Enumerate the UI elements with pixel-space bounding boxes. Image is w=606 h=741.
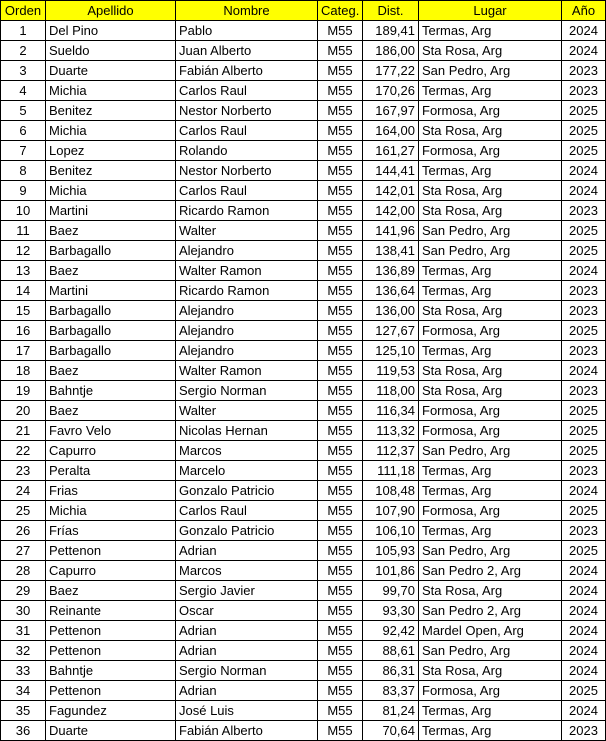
- anio-cell: 2023: [562, 521, 606, 541]
- dist-cell: 93,30: [363, 601, 419, 621]
- orden-cell: 18: [1, 361, 46, 381]
- anio-cell: 2025: [562, 101, 606, 121]
- anio-cell: 2025: [562, 421, 606, 441]
- categ-cell: M55: [318, 521, 363, 541]
- orden-cell: 27: [1, 541, 46, 561]
- nombre-cell: Carlos Raul: [176, 121, 318, 141]
- categ-cell: M55: [318, 401, 363, 421]
- nombre-cell: Sergio Javier: [176, 581, 318, 601]
- lugar-cell: Sta Rosa, Arg: [419, 361, 562, 381]
- lugar-cell: Formosa, Arg: [419, 681, 562, 701]
- lugar-cell: Termas, Arg: [419, 701, 562, 721]
- apellido-cell: Bahntje: [46, 661, 176, 681]
- table-row: [1, 281, 606, 301]
- header-row: [1, 1, 606, 21]
- orden-cell: 29: [1, 581, 46, 601]
- anio-cell: 2024: [562, 181, 606, 201]
- orden-cell: 26: [1, 521, 46, 541]
- lugar-cell: San Pedro 2, Arg: [419, 561, 562, 581]
- lugar-cell: Termas, Arg: [419, 721, 562, 741]
- dist-cell: 101,86: [363, 561, 419, 581]
- table-row: [1, 321, 606, 341]
- lugar-cell: Termas, Arg: [419, 81, 562, 101]
- header-nombre: Nombre: [176, 1, 318, 21]
- apellido-cell: Barbagallo: [46, 321, 176, 341]
- apellido-cell: Frias: [46, 481, 176, 501]
- dist-cell: 105,93: [363, 541, 419, 561]
- header-dist: Dist.: [363, 1, 419, 21]
- header-orden: Orden: [1, 1, 46, 21]
- table-row: [1, 701, 606, 721]
- categ-cell: M55: [318, 281, 363, 301]
- categ-cell: M55: [318, 481, 363, 501]
- apellido-cell: Capurro: [46, 561, 176, 581]
- categ-cell: M55: [318, 461, 363, 481]
- apellido-cell: Pettenon: [46, 681, 176, 701]
- nombre-cell: Alejandro: [176, 301, 318, 321]
- table-row: [1, 441, 606, 461]
- dist-cell: 125,10: [363, 341, 419, 361]
- table-row: [1, 641, 606, 661]
- nombre-cell: Ricardo Ramon: [176, 281, 318, 301]
- apellido-cell: Baez: [46, 261, 176, 281]
- table-row: [1, 101, 606, 121]
- anio-cell: 2025: [562, 121, 606, 141]
- dist-cell: 189,41: [363, 21, 419, 41]
- orden-cell: 25: [1, 501, 46, 521]
- nombre-cell: Adrian: [176, 621, 318, 641]
- nombre-cell: Ricardo Ramon: [176, 201, 318, 221]
- table-row: [1, 481, 606, 501]
- anio-cell: 2023: [562, 281, 606, 301]
- header-apellido: Apellido: [46, 1, 176, 21]
- categ-cell: M55: [318, 161, 363, 181]
- nombre-cell: Nicolas Hernan: [176, 421, 318, 441]
- nombre-cell: Juan Alberto: [176, 41, 318, 61]
- dist-cell: 92,42: [363, 621, 419, 641]
- dist-cell: 144,41: [363, 161, 419, 181]
- anio-cell: 2023: [562, 721, 606, 741]
- categ-cell: M55: [318, 261, 363, 281]
- nombre-cell: Nestor Norberto: [176, 161, 318, 181]
- orden-cell: 24: [1, 481, 46, 501]
- anio-cell: 2024: [562, 161, 606, 181]
- table-row: [1, 621, 606, 641]
- table-row: [1, 41, 606, 61]
- categ-cell: M55: [318, 501, 363, 521]
- apellido-cell: Baez: [46, 581, 176, 601]
- apellido-cell: Frías: [46, 521, 176, 541]
- anio-cell: 2023: [562, 461, 606, 481]
- apellido-cell: Peralta: [46, 461, 176, 481]
- orden-cell: 14: [1, 281, 46, 301]
- lugar-cell: Sta Rosa, Arg: [419, 201, 562, 221]
- nombre-cell: Sergio Norman: [176, 381, 318, 401]
- dist-cell: 142,01: [363, 181, 419, 201]
- nombre-cell: Marcos: [176, 561, 318, 581]
- nombre-cell: Walter: [176, 401, 318, 421]
- orden-cell: 17: [1, 341, 46, 361]
- lugar-cell: Sta Rosa, Arg: [419, 301, 562, 321]
- nombre-cell: Marcos: [176, 441, 318, 461]
- categ-cell: M55: [318, 201, 363, 221]
- apellido-cell: Capurro: [46, 441, 176, 461]
- orden-cell: 21: [1, 421, 46, 441]
- nombre-cell: Rolando: [176, 141, 318, 161]
- table-row: [1, 181, 606, 201]
- nombre-cell: Carlos Raul: [176, 501, 318, 521]
- categ-cell: M55: [318, 241, 363, 261]
- table-row: [1, 261, 606, 281]
- nombre-cell: Carlos Raul: [176, 81, 318, 101]
- anio-cell: 2024: [562, 261, 606, 281]
- lugar-cell: San Pedro, Arg: [419, 221, 562, 241]
- orden-cell: 31: [1, 621, 46, 641]
- lugar-cell: San Pedro, Arg: [419, 641, 562, 661]
- orden-cell: 36: [1, 721, 46, 741]
- dist-cell: 83,37: [363, 681, 419, 701]
- anio-cell: 2023: [562, 341, 606, 361]
- nombre-cell: Walter Ramon: [176, 261, 318, 281]
- apellido-cell: Duarte: [46, 721, 176, 741]
- dist-cell: 111,18: [363, 461, 419, 481]
- dist-cell: 116,34: [363, 401, 419, 421]
- apellido-cell: Reinante: [46, 601, 176, 621]
- categ-cell: M55: [318, 301, 363, 321]
- nombre-cell: Oscar: [176, 601, 318, 621]
- apellido-cell: Del Pino: [46, 21, 176, 41]
- table-row: [1, 501, 606, 521]
- anio-cell: 2024: [562, 621, 606, 641]
- apellido-cell: Barbagallo: [46, 301, 176, 321]
- table-row: [1, 381, 606, 401]
- header-lugar: Lugar: [419, 1, 562, 21]
- lugar-cell: Sta Rosa, Arg: [419, 381, 562, 401]
- table-row: [1, 301, 606, 321]
- lugar-cell: Termas, Arg: [419, 341, 562, 361]
- orden-cell: 1: [1, 21, 46, 41]
- header-anio: Año: [562, 1, 606, 21]
- table-row: [1, 401, 606, 421]
- orden-cell: 16: [1, 321, 46, 341]
- categ-cell: M55: [318, 141, 363, 161]
- nombre-cell: José Luis: [176, 701, 318, 721]
- table-row: [1, 141, 606, 161]
- nombre-cell: Adrian: [176, 541, 318, 561]
- nombre-cell: Walter Ramon: [176, 361, 318, 381]
- apellido-cell: Pettenon: [46, 541, 176, 561]
- lugar-cell: Termas, Arg: [419, 461, 562, 481]
- lugar-cell: San Pedro, Arg: [419, 61, 562, 81]
- dist-cell: 136,89: [363, 261, 419, 281]
- categ-cell: M55: [318, 221, 363, 241]
- categ-cell: M55: [318, 601, 363, 621]
- apellido-cell: Pettenon: [46, 641, 176, 661]
- table-row: [1, 661, 606, 681]
- apellido-cell: Michia: [46, 81, 176, 101]
- dist-cell: 88,61: [363, 641, 419, 661]
- anio-cell: 2023: [562, 61, 606, 81]
- anio-cell: 2023: [562, 81, 606, 101]
- apellido-cell: Sueldo: [46, 41, 176, 61]
- categ-cell: M55: [318, 61, 363, 81]
- dist-cell: 108,48: [363, 481, 419, 501]
- table-row: [1, 21, 606, 41]
- table-row: [1, 581, 606, 601]
- orden-cell: 11: [1, 221, 46, 241]
- categ-cell: M55: [318, 421, 363, 441]
- nombre-cell: Adrian: [176, 681, 318, 701]
- orden-cell: 5: [1, 101, 46, 121]
- orden-cell: 23: [1, 461, 46, 481]
- apellido-cell: Favro Velo: [46, 421, 176, 441]
- nombre-cell: Gonzalo Patricio: [176, 481, 318, 501]
- orden-cell: 12: [1, 241, 46, 261]
- table-row: [1, 681, 606, 701]
- orden-cell: 9: [1, 181, 46, 201]
- anio-cell: 2025: [562, 141, 606, 161]
- anio-cell: 2025: [562, 681, 606, 701]
- lugar-cell: Termas, Arg: [419, 261, 562, 281]
- nombre-cell: Fabián Alberto: [176, 721, 318, 741]
- table-row: [1, 341, 606, 361]
- orden-cell: 32: [1, 641, 46, 661]
- anio-cell: 2024: [562, 481, 606, 501]
- apellido-cell: Fagundez: [46, 701, 176, 721]
- anio-cell: 2025: [562, 241, 606, 261]
- anio-cell: 2023: [562, 201, 606, 221]
- apellido-cell: Pettenon: [46, 621, 176, 641]
- anio-cell: 2024: [562, 561, 606, 581]
- anio-cell: 2025: [562, 501, 606, 521]
- dist-cell: 138,41: [363, 241, 419, 261]
- anio-cell: 2024: [562, 641, 606, 661]
- dist-cell: 136,64: [363, 281, 419, 301]
- dist-cell: 113,32: [363, 421, 419, 441]
- apellido-cell: Lopez: [46, 141, 176, 161]
- categ-cell: M55: [318, 41, 363, 61]
- nombre-cell: Alejandro: [176, 241, 318, 261]
- lugar-cell: Sta Rosa, Arg: [419, 581, 562, 601]
- table-row: [1, 721, 606, 741]
- categ-cell: M55: [318, 321, 363, 341]
- dist-cell: 119,53: [363, 361, 419, 381]
- lugar-cell: Termas, Arg: [419, 161, 562, 181]
- lugar-cell: Formosa, Arg: [419, 101, 562, 121]
- table-row: [1, 421, 606, 441]
- dist-cell: 177,22: [363, 61, 419, 81]
- header-categ: Categ.: [318, 1, 363, 21]
- table-row: [1, 541, 606, 561]
- lugar-cell: Formosa, Arg: [419, 421, 562, 441]
- lugar-cell: Termas, Arg: [419, 281, 562, 301]
- categ-cell: M55: [318, 21, 363, 41]
- nombre-cell: Sergio Norman: [176, 661, 318, 681]
- anio-cell: 2024: [562, 21, 606, 41]
- categ-cell: M55: [318, 661, 363, 681]
- lugar-cell: San Pedro 2, Arg: [419, 601, 562, 621]
- lugar-cell: Formosa, Arg: [419, 401, 562, 421]
- table-body: [1, 21, 606, 741]
- nombre-cell: Walter: [176, 221, 318, 241]
- dist-cell: 170,26: [363, 81, 419, 101]
- table-row: [1, 461, 606, 481]
- apellido-cell: Duarte: [46, 61, 176, 81]
- apellido-cell: Baez: [46, 401, 176, 421]
- orden-cell: 6: [1, 121, 46, 141]
- apellido-cell: Baez: [46, 361, 176, 381]
- orden-cell: 13: [1, 261, 46, 281]
- dist-cell: 81,24: [363, 701, 419, 721]
- categ-cell: M55: [318, 641, 363, 661]
- apellido-cell: Michia: [46, 121, 176, 141]
- anio-cell: 2024: [562, 601, 606, 621]
- apellido-cell: Michia: [46, 501, 176, 521]
- categ-cell: M55: [318, 561, 363, 581]
- anio-cell: 2024: [562, 41, 606, 61]
- categ-cell: M55: [318, 181, 363, 201]
- orden-cell: 7: [1, 141, 46, 161]
- dist-cell: 142,00: [363, 201, 419, 221]
- lugar-cell: Termas, Arg: [419, 481, 562, 501]
- categ-cell: M55: [318, 81, 363, 101]
- dist-cell: 106,10: [363, 521, 419, 541]
- lugar-cell: Sta Rosa, Arg: [419, 181, 562, 201]
- orden-cell: 22: [1, 441, 46, 461]
- lugar-cell: San Pedro, Arg: [419, 541, 562, 561]
- table-row: [1, 241, 606, 261]
- anio-cell: 2024: [562, 661, 606, 681]
- dist-cell: 186,00: [363, 41, 419, 61]
- anio-cell: 2024: [562, 701, 606, 721]
- apellido-cell: Bahntje: [46, 381, 176, 401]
- orden-cell: 2: [1, 41, 46, 61]
- categ-cell: M55: [318, 621, 363, 641]
- nombre-cell: Gonzalo Patricio: [176, 521, 318, 541]
- apellido-cell: Benitez: [46, 161, 176, 181]
- dist-cell: 167,97: [363, 101, 419, 121]
- lugar-cell: Sta Rosa, Arg: [419, 661, 562, 681]
- orden-cell: 35: [1, 701, 46, 721]
- categ-cell: M55: [318, 121, 363, 141]
- categ-cell: M55: [318, 101, 363, 121]
- orden-cell: 3: [1, 61, 46, 81]
- lugar-cell: Termas, Arg: [419, 521, 562, 541]
- table-row: [1, 561, 606, 581]
- anio-cell: 2025: [562, 401, 606, 421]
- anio-cell: 2023: [562, 301, 606, 321]
- dist-cell: 141,96: [363, 221, 419, 241]
- apellido-cell: Martini: [46, 201, 176, 221]
- apellido-cell: Barbagallo: [46, 341, 176, 361]
- nombre-cell: Pablo: [176, 21, 318, 41]
- lugar-cell: Sta Rosa, Arg: [419, 41, 562, 61]
- dist-cell: 164,00: [363, 121, 419, 141]
- orden-cell: 4: [1, 81, 46, 101]
- apellido-cell: Benitez: [46, 101, 176, 121]
- orden-cell: 33: [1, 661, 46, 681]
- categ-cell: M55: [318, 541, 363, 561]
- dist-cell: 161,27: [363, 141, 419, 161]
- anio-cell: 2025: [562, 221, 606, 241]
- orden-cell: 15: [1, 301, 46, 321]
- categ-cell: M55: [318, 581, 363, 601]
- categ-cell: M55: [318, 701, 363, 721]
- lugar-cell: Sta Rosa, Arg: [419, 121, 562, 141]
- dist-cell: 86,31: [363, 661, 419, 681]
- anio-cell: 2024: [562, 361, 606, 381]
- table-row: [1, 161, 606, 181]
- lugar-cell: San Pedro, Arg: [419, 441, 562, 461]
- apellido-cell: Baez: [46, 221, 176, 241]
- table-row: [1, 81, 606, 101]
- anio-cell: 2025: [562, 541, 606, 561]
- anio-cell: 2025: [562, 441, 606, 461]
- orden-cell: 20: [1, 401, 46, 421]
- categ-cell: M55: [318, 381, 363, 401]
- anio-cell: 2023: [562, 381, 606, 401]
- categ-cell: M55: [318, 441, 363, 461]
- dist-cell: 70,64: [363, 721, 419, 741]
- lugar-cell: Mardel Open, Arg: [419, 621, 562, 641]
- lugar-cell: Termas, Arg: [419, 21, 562, 41]
- categ-cell: M55: [318, 681, 363, 701]
- categ-cell: M55: [318, 721, 363, 741]
- apellido-cell: Michia: [46, 181, 176, 201]
- orden-cell: 34: [1, 681, 46, 701]
- anio-cell: 2025: [562, 321, 606, 341]
- orden-cell: 8: [1, 161, 46, 181]
- dist-cell: 112,37: [363, 441, 419, 461]
- orden-cell: 19: [1, 381, 46, 401]
- table-row: [1, 121, 606, 141]
- lugar-cell: Formosa, Arg: [419, 321, 562, 341]
- table-row: [1, 221, 606, 241]
- apellido-cell: Martini: [46, 281, 176, 301]
- lugar-cell: San Pedro, Arg: [419, 241, 562, 261]
- anio-cell: 2024: [562, 581, 606, 601]
- nombre-cell: Alejandro: [176, 321, 318, 341]
- nombre-cell: Nestor Norberto: [176, 101, 318, 121]
- table-row: [1, 61, 606, 81]
- nombre-cell: Marcelo: [176, 461, 318, 481]
- lugar-cell: Formosa, Arg: [419, 501, 562, 521]
- apellido-cell: Barbagallo: [46, 241, 176, 261]
- nombre-cell: Alejandro: [176, 341, 318, 361]
- dist-cell: 107,90: [363, 501, 419, 521]
- nombre-cell: Adrian: [176, 641, 318, 661]
- lugar-cell: Formosa, Arg: [419, 141, 562, 161]
- table-row: [1, 361, 606, 381]
- nombre-cell: Fabián Alberto: [176, 61, 318, 81]
- categ-cell: M55: [318, 341, 363, 361]
- table-row: [1, 601, 606, 621]
- orden-cell: 10: [1, 201, 46, 221]
- categ-cell: M55: [318, 361, 363, 381]
- dist-cell: 99,70: [363, 581, 419, 601]
- table-row: [1, 201, 606, 221]
- dist-cell: 127,67: [363, 321, 419, 341]
- orden-cell: 30: [1, 601, 46, 621]
- table-row: [1, 521, 606, 541]
- nombre-cell: Carlos Raul: [176, 181, 318, 201]
- dist-cell: 118,00: [363, 381, 419, 401]
- orden-cell: 28: [1, 561, 46, 581]
- dist-cell: 136,00: [363, 301, 419, 321]
